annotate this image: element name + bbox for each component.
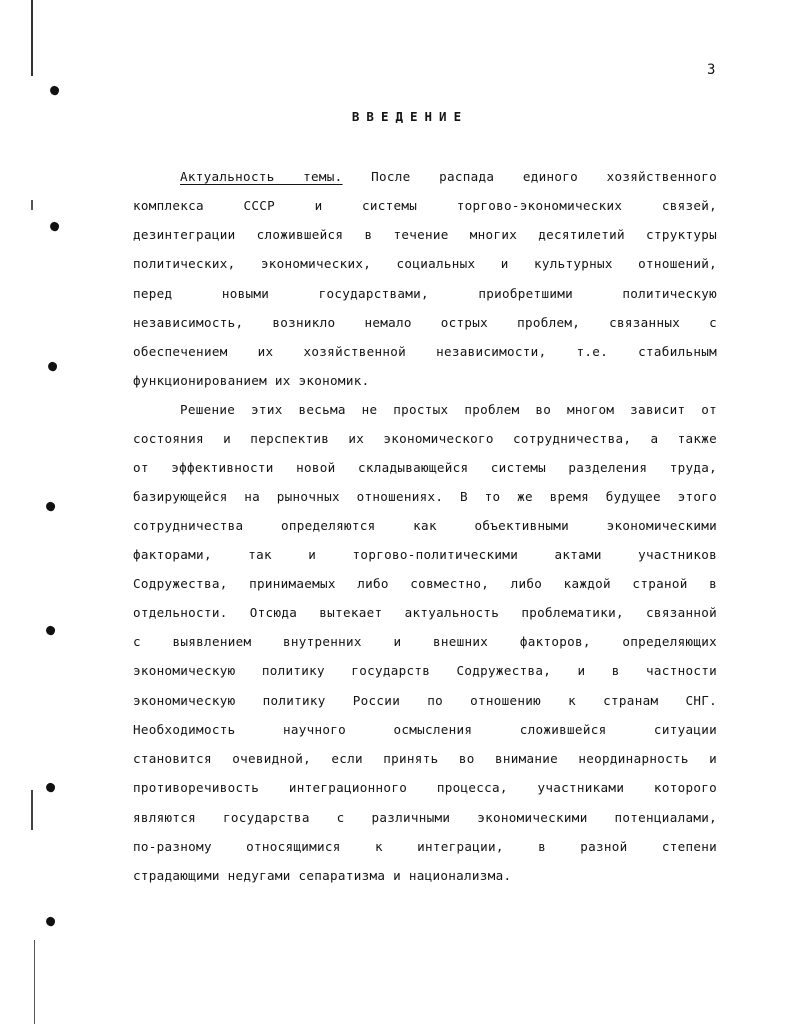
paragraph-line: противоречивость интеграционного процесса, участниками которого bbox=[133, 780, 717, 795]
punch-hole-mark bbox=[45, 501, 57, 513]
paragraph-line: с выявлением внутренних и внешних факторов, определяющих bbox=[133, 634, 717, 649]
paragraph-line-text: После распада единого хозяйственного bbox=[371, 169, 717, 184]
section-heading: Актуальность темы. bbox=[180, 169, 343, 184]
paragraph-line: комплекса СССР и системы торгово-экономических связей, bbox=[133, 198, 717, 213]
paragraph-line: Решение этих весьма не простых проблем во многом зависит от bbox=[180, 402, 717, 417]
paragraph-line: экономическую политику государств Содружества, и в частности bbox=[133, 663, 717, 678]
paragraph-line: становится очевидной, если принять во внимание неординарность и bbox=[133, 751, 717, 766]
paragraph-line: базирующейся на рыночных отношениях. В то же время будущее этого bbox=[133, 489, 717, 504]
paragraph-line: дезинтеграции сложившейся в течение многих десятилетий структуры bbox=[133, 227, 717, 242]
paragraph-line: отдельности. Отсюда вытекает актуальность проблематики, связанной bbox=[133, 605, 717, 620]
binding-edge-line-lower bbox=[34, 940, 35, 1024]
punch-hole-mark bbox=[45, 782, 57, 794]
paragraph-line: по-разному относящимися к интеграции, в разной степени bbox=[133, 839, 717, 854]
paragraph-line bbox=[180, 169, 717, 185]
document-title: ВВЕДЕНИЕ bbox=[351, 109, 469, 124]
paragraph-line: факторами, так и торгово-политическими актами участников bbox=[133, 547, 717, 562]
paragraph-line: состояния и перспектив их экономического сотрудничества, а также bbox=[133, 431, 717, 446]
paragraph-line: обеспечением их хозяйственной независимости, т.е. стабильным bbox=[133, 344, 717, 359]
paragraph-line: экономическую политику России по отношению к странам СНГ. bbox=[133, 693, 717, 708]
paragraph-line: являются государства с различными экономическими потенциалами, bbox=[133, 810, 717, 825]
paragraph-line: политических, экономических, социальных и культурных отношений, bbox=[133, 256, 717, 271]
punch-hole-mark bbox=[49, 221, 61, 233]
paragraph-line: независимость, возникло немало острых проблем, связанных с bbox=[133, 315, 717, 330]
punch-hole-mark bbox=[47, 361, 59, 373]
paragraph-line: от эффективности новой складывающейся системы разделения труда, bbox=[133, 460, 717, 475]
page-number: 3 bbox=[707, 62, 716, 78]
binding-edge-line bbox=[31, 0, 33, 1024]
punch-hole-mark bbox=[45, 625, 57, 637]
paragraph-line: Содружества, принимаемых либо совместно, либо каждой страной в bbox=[133, 576, 717, 591]
paragraph-line: функционированием их экономик. bbox=[133, 373, 370, 388]
paragraph-line: перед новыми государствами, приобретшими политическую bbox=[133, 286, 717, 301]
paragraph-line: страдающими недугами сепаратизма и национализма. bbox=[133, 868, 512, 883]
paragraph-line: сотрудничества определяются как объективными экономическими bbox=[133, 518, 717, 533]
punch-hole-mark bbox=[45, 916, 57, 928]
paragraph-line: Необходимость научного осмысления сложившейся ситуации bbox=[133, 722, 717, 737]
punch-hole-mark bbox=[49, 85, 61, 97]
